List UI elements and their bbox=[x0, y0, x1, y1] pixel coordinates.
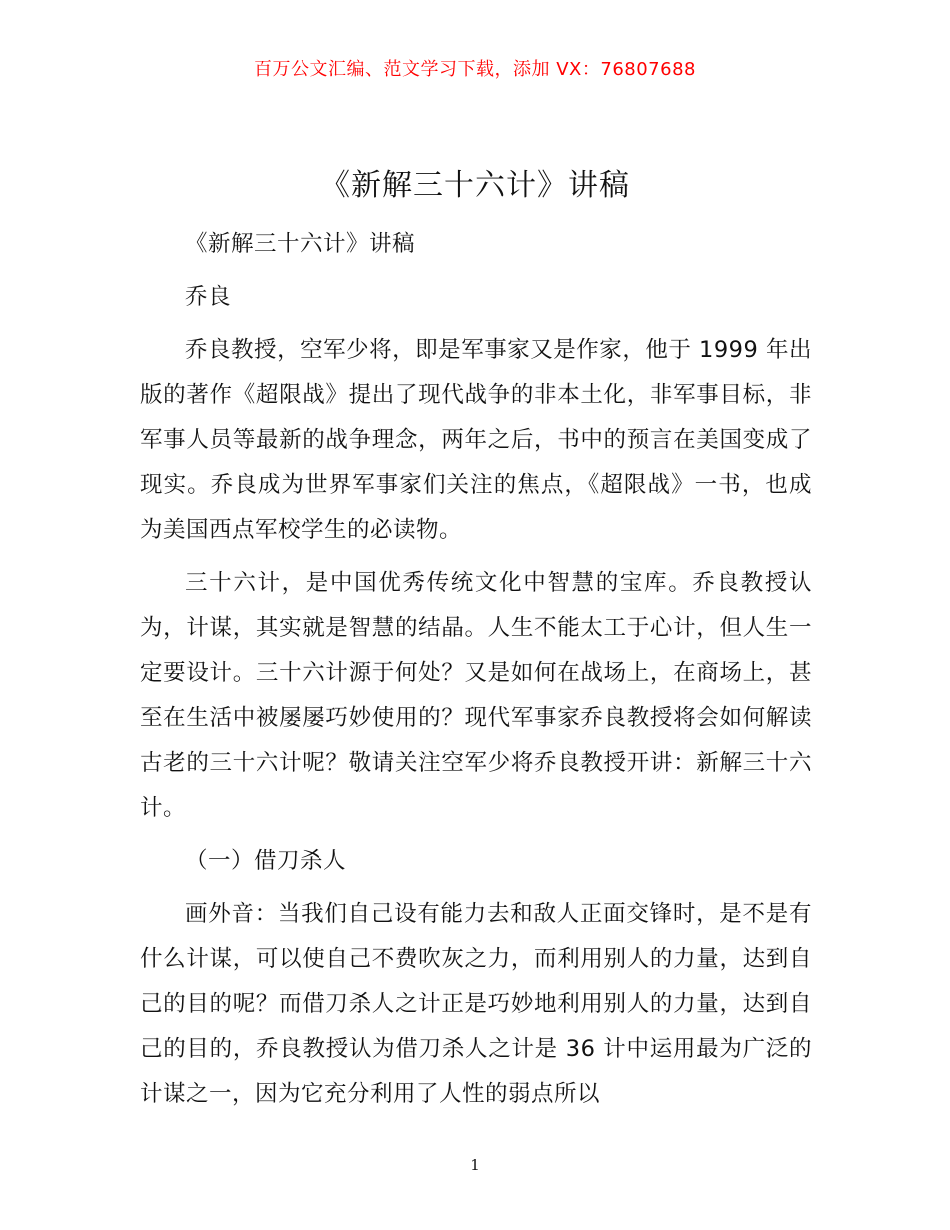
header-banner: 百万公文汇编、范文学习下载，添加 VX：76807688 bbox=[254, 59, 696, 80]
overview-paragraph: 三十六计，是中国优秀传统文化中智慧的宝库。乔良教授认为，计谋，其实就是智慧的结晶。人生不能太工于心计，但人生一定要设计。三十六计源于何处？又是如何在战场上，在商场上，甚至在生活中被屡屡巧妙使用的？现代军事家乔良教授将会如何解读古老的三十六计呢？敬请关注空军少将乔良教授开讲：新解三十六计。 bbox=[140, 570, 812, 821]
page-number: 1 bbox=[470, 1156, 480, 1174]
document-title: 《新解三十六计》讲稿 bbox=[320, 168, 630, 203]
section-heading: （一）借刀杀人 bbox=[185, 848, 347, 874]
document-body bbox=[140, 222, 812, 1125]
subtitle-paragraph: 《新解三十六计》讲稿 bbox=[185, 231, 416, 257]
narration-paragraph: 画外音：当我们自己设有能力去和敌人正面交锋时，是不是有什么计谋，可以使自己不费吹灰之力，而利用别人的力量，达到自己的目的呢？而借刀杀人之计正是巧妙地利用别人的力量，达到自己的目的，乔良教授认为借刀杀人之计是 36 计中运用最为广泛的计谋之一，因为它充分利用了人性的弱点所以 bbox=[140, 901, 812, 1107]
author-paragraph: 乔良 bbox=[185, 284, 232, 310]
intro-paragraph: 乔良教授，空军少将，即是军事家又是作家，他于 1999 年出版的著作《超限战》提出了现代战争的非本土化，非军事目标，非军事人员等最新的战争理念，两年之后，书中的预言在美国变成了现实。乔良成为世界军事家们关注的焦点，《超限战》一书，也成为美国西点军校学生的必读物。 bbox=[140, 337, 812, 543]
